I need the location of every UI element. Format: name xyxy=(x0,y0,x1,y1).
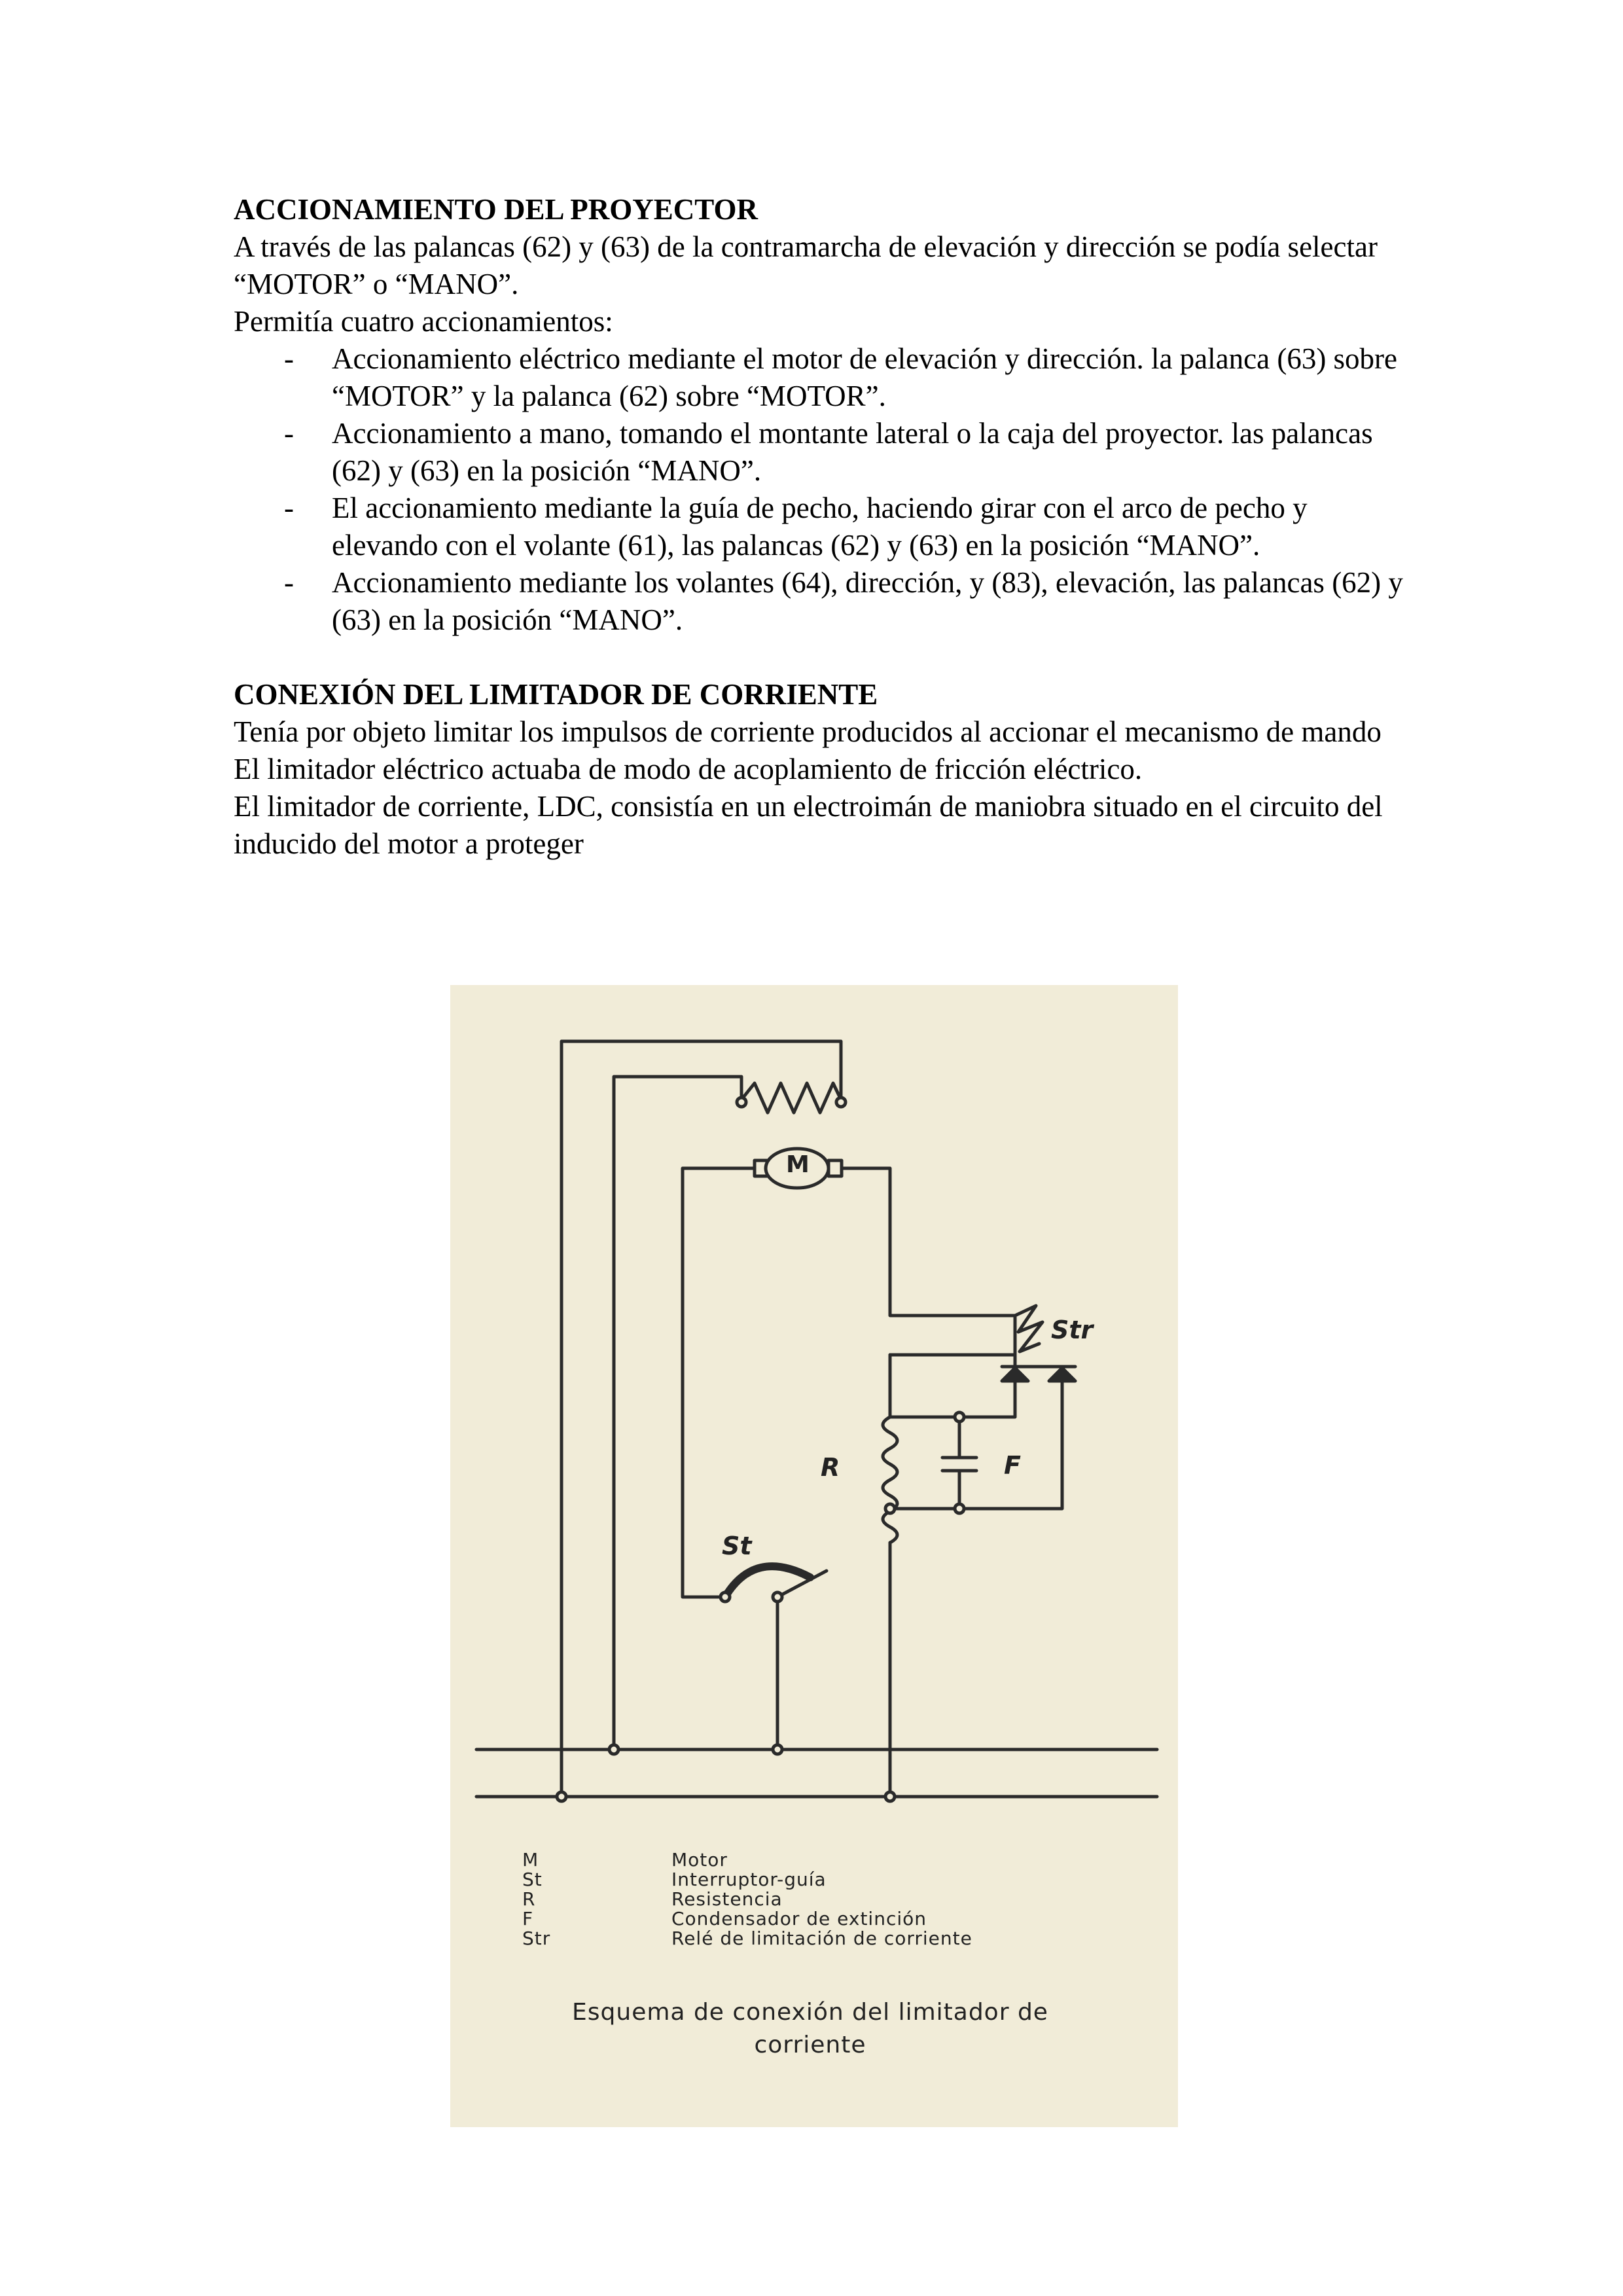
legend-code: St xyxy=(522,1869,543,1890)
circuit-diagram-figure xyxy=(450,985,1178,2127)
wire-inner xyxy=(614,1077,741,1749)
legend-code: R xyxy=(522,1888,536,1910)
terminal xyxy=(885,1792,895,1801)
section-heading-accionamiento: ACCIONAMIENTO DEL PROYECTOR xyxy=(234,193,758,226)
terminal xyxy=(955,1412,964,1422)
rheostat-zigzag xyxy=(741,1083,841,1113)
diode xyxy=(1002,1368,1028,1381)
legend-desc: Interruptor-guía xyxy=(671,1869,827,1890)
terminal xyxy=(721,1592,730,1602)
capacitor-label: F xyxy=(1004,1451,1021,1480)
relay-coil xyxy=(1015,1306,1043,1352)
legend-code: F xyxy=(522,1908,534,1929)
list-item: - El accionamiento mediante la guía de pecho, haciendo girar con el arco de pecho y elevando con el volante (61), las palancas (62) y (63) en la posición “MANO”. xyxy=(284,492,1308,562)
terminal xyxy=(836,1098,846,1107)
terminal xyxy=(885,1504,895,1513)
paragraph: Permitía cuatro accionamientos: xyxy=(234,305,613,338)
wire-motor-right xyxy=(842,1168,1015,1316)
wire-diode-right xyxy=(890,1381,1062,1509)
resistor xyxy=(883,1417,897,1543)
terminal xyxy=(737,1098,746,1107)
terminal xyxy=(955,1504,964,1513)
document-body xyxy=(234,191,1412,863)
wire-diode-left xyxy=(890,1381,1015,1417)
relay-label: Str xyxy=(1051,1316,1094,1344)
legend-desc: Relé de limitación de corriente xyxy=(671,1928,972,1949)
paragraph: El limitador eléctrico actuaba de modo de acoplamiento de fricción eléctrico. xyxy=(234,753,1143,785)
list-item: - Accionamiento eléctrico mediante el motor de elevación y dirección. la palanca (63) sobre “MOTOR” y la palanca (62) sobre “MOTOR”. xyxy=(284,342,1398,412)
legend-desc: Motor xyxy=(671,1849,728,1871)
figure-caption: Esquema de conexión del limitador de corriente xyxy=(572,1999,1048,2058)
circuit-diagram xyxy=(450,985,1178,2127)
bullet-list xyxy=(234,340,1412,639)
list-item: - Accionamiento mediante los volantes (64), dirección, y (83), elevación, las palancas (62) y (63) en la posición “MANO”. xyxy=(284,566,1403,636)
legend-code: M xyxy=(522,1849,539,1871)
paragraph: Tenía por objeto limitar los impulsos de corriente producidos al accionar el mecanismo de mando xyxy=(234,715,1382,748)
paragraph: A través de las palancas (62) y (63) de la contramarcha de elevación y dirección se podía selectar “MOTOR” o “MANO”. xyxy=(234,230,1378,300)
switch-arc xyxy=(725,1566,810,1597)
terminal xyxy=(557,1792,566,1801)
legend-desc: Resistencia xyxy=(671,1888,783,1910)
section-heading-conexion: CONEXIÓN DEL LIMITADOR DE CORRIENTE xyxy=(234,678,878,711)
list-item: - Accionamiento a mano, tomando el montante lateral o la caja del proyector. las palancas (62) y (63) en la posición “MANO”. xyxy=(284,417,1373,487)
diode xyxy=(1049,1368,1075,1381)
switch-label: St xyxy=(722,1532,752,1560)
terminal xyxy=(609,1745,618,1754)
resistor-label: R xyxy=(821,1453,840,1482)
motor-terminal-right xyxy=(829,1160,842,1176)
legend-desc: Condensador de extinción xyxy=(671,1908,927,1929)
terminal xyxy=(773,1745,782,1754)
paragraph: El limitador de corriente, LDC, consistía en un electroimán de maniobra situado en el circuito del inducido del motor a proteger xyxy=(234,790,1383,860)
legend-code: Str xyxy=(522,1928,551,1949)
motor-label: M xyxy=(786,1151,810,1178)
